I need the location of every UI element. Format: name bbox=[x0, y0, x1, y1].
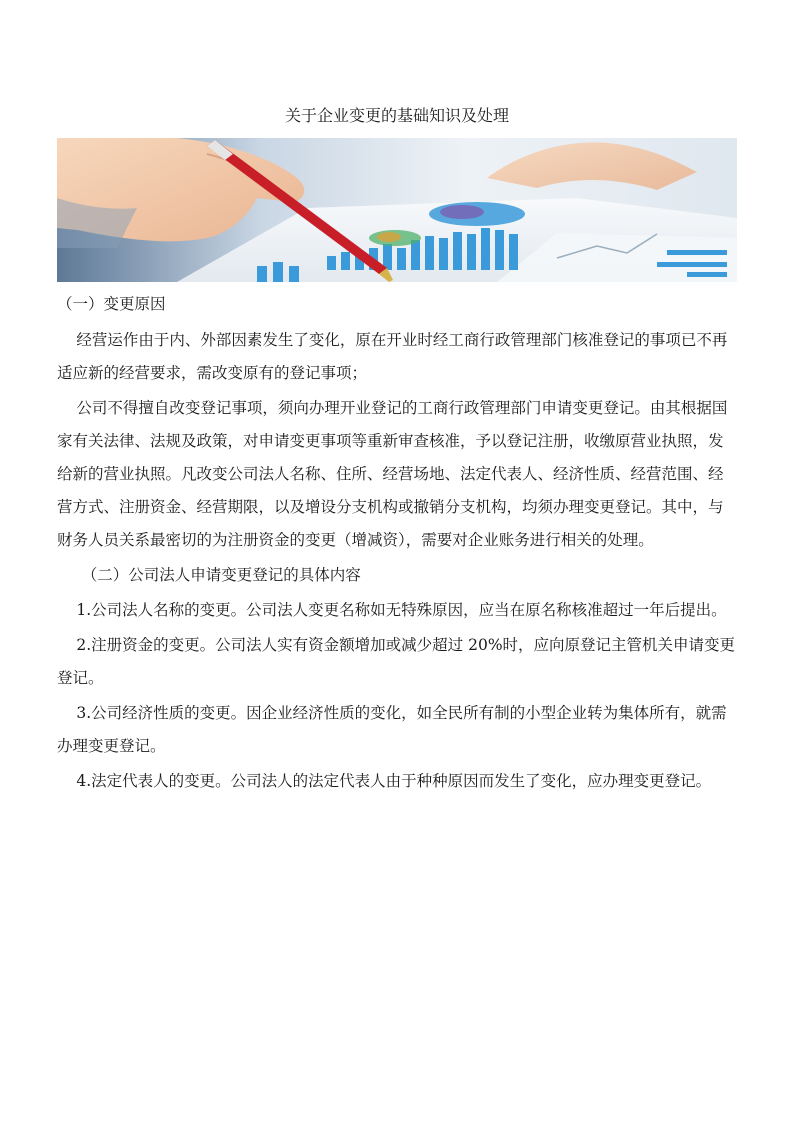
list-item: 1.公司法人名称的变更。公司法人变更名称如无特殊原因，应当在原名称核准超过一年后提出。 bbox=[76, 601, 727, 619]
section-heading-details: （二）公司法人申请变更登记的具体内容 bbox=[81, 566, 361, 584]
section-heading-reasons: （一）变更原因 bbox=[57, 295, 166, 313]
paragraph: 经营运作由于内、外部因素发生了变化，原在开业时经工商行政管理部门核准登记的事项已不再适应新的经营要求，需改变原有的登记事项； bbox=[57, 331, 728, 382]
list-item: 4.法定代表人的变更。公司法人的法定代表人由于种种原因而发生了变化，应办理变更登记。 bbox=[76, 772, 712, 790]
banner-image bbox=[57, 138, 737, 282]
list-item: 2.注册资金的变更。公司法人实有资金额增加或减少超过 20%时，应向原登记主管机关申请变更登记。 bbox=[57, 636, 736, 687]
document-body bbox=[57, 288, 737, 800]
document-title: 关于企业变更的基础知识及处理 bbox=[284, 106, 509, 125]
hand-with-pen-over-charts-photo-icon bbox=[57, 138, 737, 282]
paragraph: 公司不得擅自改变登记事项，须向办理开业登记的工商行政管理部门申请变更登记。由其根据国家有关法律、法规及政策，对申请变更事项等重新审查核准，予以登记注册，收缴原营业执照，发给新的营业执照。凡改变公司法人名称、住所、经营场地、法定代表人、经济性质、经营范围、经营方式、注册资金、经营期限，以及增设分支机构或撤销分支机构，均须办理变更登记。其中，与财务人员关系最密切的为注册资金的变更（增减资），需要对企业账务进行相关的处理。 bbox=[57, 399, 728, 549]
list-item: 3.公司经济性质的变更。因企业经济性质的变化，如全民所有制的小型企业转为集体所有，就需办理变更登记。 bbox=[57, 704, 727, 755]
